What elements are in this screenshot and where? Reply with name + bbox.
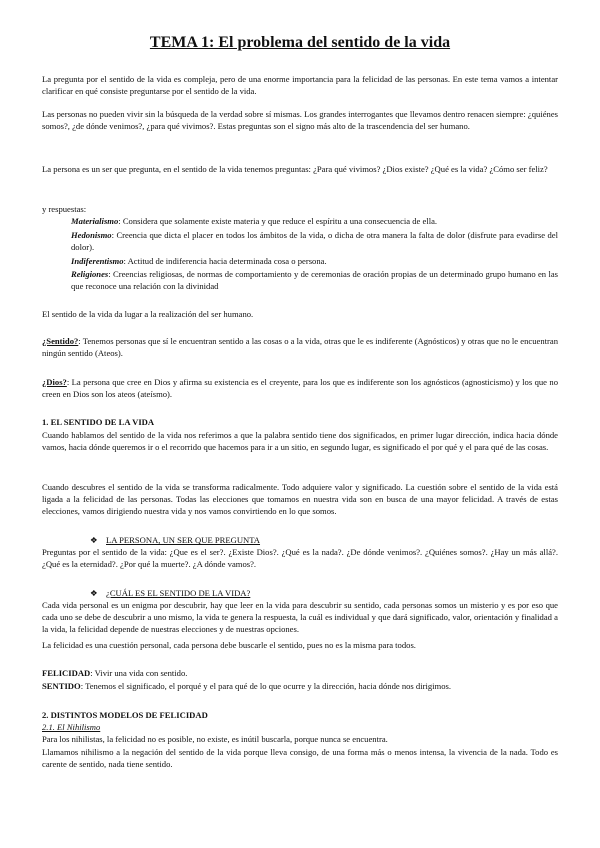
answer-term: Hedonismo xyxy=(71,230,112,240)
felicidad-text: : Vivir una vida con sentido. xyxy=(90,668,188,678)
diamond-bullet-icon: ❖ xyxy=(90,588,98,598)
section1-heading: 1. EL SENTIDO DE LA VIDA xyxy=(42,417,155,427)
section2-heading: 2. DISTINTOS MODELOS DE FELICIDAD xyxy=(42,710,208,720)
answer-text: : Creencias religiosas, de normas de comportamiento y de ceremonias de oración propias de un determinado grupo humano en las que reconoce una relación con la divinidad xyxy=(71,269,558,291)
answer-materialismo xyxy=(71,215,558,227)
bullet-persona xyxy=(90,534,260,546)
answers-lead: y respuestas: xyxy=(42,204,87,214)
section2-subheading: 2.1. El Nihilismo xyxy=(42,722,101,732)
sentido-def-term: SENTIDO xyxy=(42,681,81,691)
answer-text: : Considera que solamente existe materia y que reduce el espíritu a una consecuencia de ella. xyxy=(118,216,438,226)
page-title: TEMA 1: El problema del sentido de la vida xyxy=(149,34,451,51)
answer-text: : Creencia que dicta el placer en todos los ámbitos de la vida, o dicha de otra manera la falta de dolor (disfrute para evadirse del dolor). xyxy=(71,230,558,252)
answer-indiferentismo xyxy=(71,255,558,267)
section1-paragraph-2: Cuando descubres el sentido de la vida se transforma radicalmente. Todo adquiere valor y significado. La cuestión sobre el sentido de la vida está ligada a la felicidad de las personas. Todas las elecciones que tomamos en nuestra vida son en busca de una mayor felicidad. A través de estas elecciones, vamos dirigiendo nuestra vida y nos vamos convirtiendo en lo que somos. xyxy=(42,482,558,516)
answer-text: : Actitud de indiferencia hacia determinada cosa o persona. xyxy=(123,256,327,266)
section1-paragraph-1: Cuando hablamos del sentido de la vida nos referimos a que la palabra sentido tiene dos significados, en primer lugar dirección, indica hacia dónde vamos, hacia dónde queremos ir o el recorrido que hacemos para ir a un sitio, en segundo lugar, es significado el por qué y el para qué de las cosas. xyxy=(42,430,558,452)
answer-term: Indiferentismo xyxy=(71,256,124,266)
bullet-label: LA PERSONA, UN SER QUE PREGUNTA xyxy=(106,535,261,545)
sentido-text: : Tenemos personas que sí le encuentran sentido a las cosas o a la vida, otras que le es indiferente (Agnósticos) y otras que no le encuentran ningún sentido (Ateos). xyxy=(42,336,558,358)
section2-paragraph-2: Llamamos nihilismo a la negación del sentido de la vida porque lleva consigo, de una forma más o menos intensa, la vivencia de la nada. Todo es carente de sentido, nada tiene sentido. xyxy=(42,747,558,769)
felicidad-term: FELICIDAD xyxy=(42,668,91,678)
bullet-persona-text: Preguntas por el sentido de la vida: ¿Que es el ser?. ¿Existe Dios?. ¿Qué es la nada?. ¿De dónde venimos?. ¿Quiénes somos?. ¿Hay un más allá?. ¿Qué es la eternidad?. ¿Por qué la muerte?. ¿A dónde vamos?. xyxy=(42,547,558,569)
answer-hedonismo xyxy=(71,229,558,253)
answer-religiones xyxy=(71,268,558,292)
intro-paragraph-3: La persona es un ser que pregunta, en el sentido de la vida tenemos preguntas: ¿Para qué vivimos? ¿Dios existe? ¿Qué es la vida? ¿Cómo ser feliz? xyxy=(42,164,548,174)
sentido-def-text: : Tenemos el significado, el porqué y el para qué de lo que ocurre y la dirección, hacia dónde nos dirigimos. xyxy=(80,681,452,691)
sentido-question xyxy=(42,335,558,359)
bullet-sentido-text-2: La felicidad es una cuestión personal, cada persona debe buscarle el sentido, pues no es la misma para todos. xyxy=(42,640,416,650)
answer-term: Materialismo xyxy=(71,216,119,226)
dios-term: ¿Dios? xyxy=(42,377,67,387)
intro-paragraph-1: La pregunta por el sentido de la vida es compleja, pero de una enorme importancia para la felicidad de las personas. En este tema vamos a intentar clarificar en qué consiste preguntarse por el sentido de la vida. xyxy=(42,74,558,96)
sentido-definition xyxy=(42,680,558,692)
bullet-label: ¿CUÁL ES EL SENTIDO DE LA VIDA? xyxy=(106,588,251,598)
answer-term: Religiones xyxy=(71,269,109,279)
bullet-sentido-text: Cada vida personal es un enigma por descubrir, hay que leer en la vida para descubrir su sentido, cada personas somos un misterio y es por eso que cada uno se debe de descubrir a uno mismo, la vida te genera la respuesta, la cuál es individual y que dará significado, valor, orientación y finalidad a la vida, la felicidad depende de nuestras elecciones y de nuestras opciones. xyxy=(42,600,558,634)
intro-paragraph-2: Las personas no pueden vivir sin la búsqueda de la verdad sobre sí mismas. Los grandes interrogantes que llevamos dentro renacen siempre: ¿quiénes somos?, ¿de dónde venimos?, ¿para qué vivimos?. Estas preguntas son el signo más alto de la trascendencia del ser humano. xyxy=(42,109,558,131)
section2-paragraph-1: Para los nihilistas, la felicidad no es posible, no existe, es inútil buscarla, porque nunca se encuentra. xyxy=(42,734,388,744)
diamond-bullet-icon: ❖ xyxy=(90,535,98,545)
dios-text: : La persona que cree en Dios y afirma su existencia es el creyente, para los que es indiferente son los agnósticos (agnosticismo) y los que no creen en Dios son los ateos (ateísmo). xyxy=(42,377,558,399)
felicidad-definition xyxy=(42,667,558,679)
realization-paragraph: El sentido de la vida da lugar a la realización del ser humano. xyxy=(42,309,254,319)
bullet-sentido xyxy=(90,587,250,599)
dios-question xyxy=(42,376,558,400)
sentido-term: ¿Sentido? xyxy=(42,336,79,346)
